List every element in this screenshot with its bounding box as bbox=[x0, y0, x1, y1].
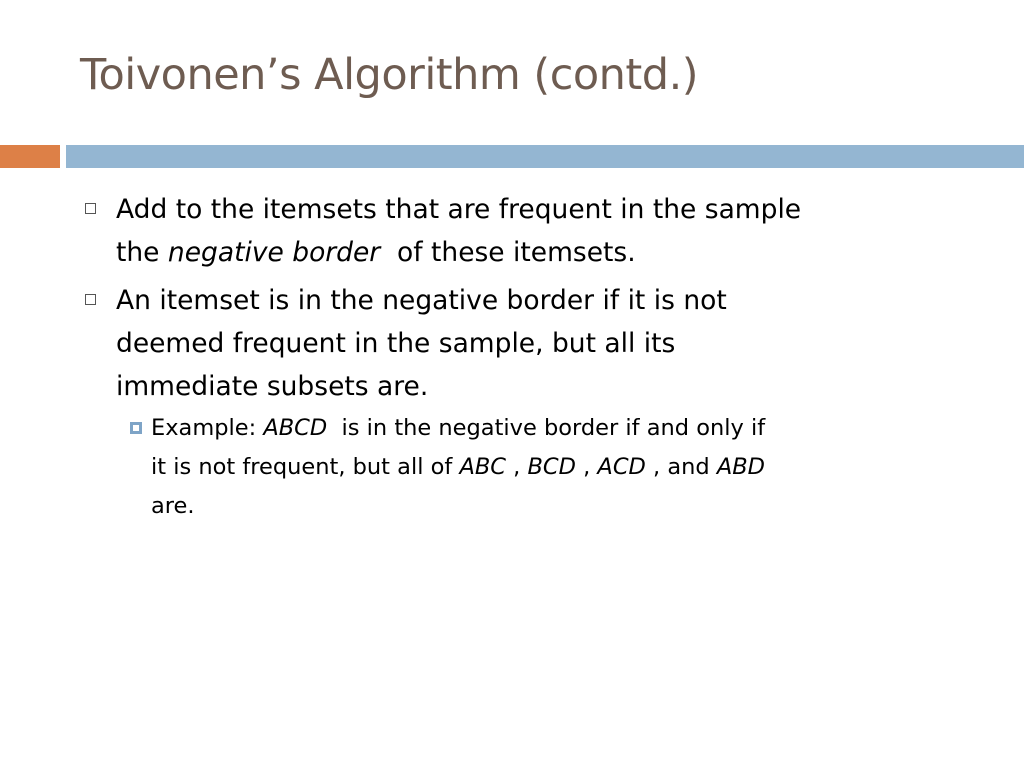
slide-title: Toivonen’s Algorithm (contd.) bbox=[80, 50, 699, 100]
itemset-abd: ABD bbox=[716, 454, 765, 480]
accent-bar-blue bbox=[66, 145, 1024, 168]
itemset-abc: ABC bbox=[459, 454, 506, 480]
separator: , and bbox=[645, 454, 717, 480]
square-outline-icon bbox=[85, 203, 96, 214]
slide-content bbox=[80, 188, 980, 526]
bullet-2-line-2: deemed frequent in the sample, but all its bbox=[116, 328, 676, 359]
bullet-2-line-1: An itemset is in the negative border if it is not bbox=[116, 285, 727, 316]
bullet-definition bbox=[80, 279, 980, 408]
itemset-acd: ACD bbox=[597, 454, 646, 480]
bullet-2-line-3: immediate subsets are. bbox=[116, 371, 429, 402]
separator: , bbox=[506, 454, 528, 480]
term-negative-border: negative border bbox=[167, 237, 381, 268]
itemset-bcd: BCD bbox=[527, 454, 576, 480]
itemset-abcd: ABCD bbox=[263, 415, 328, 441]
bullet-1-line-1: Add to the itemsets that are frequent in the sample bbox=[116, 194, 802, 225]
square-outline-icon bbox=[85, 294, 96, 305]
example-text-1: is in the negative border if and only if bbox=[327, 415, 766, 441]
example-label: Example: bbox=[151, 415, 264, 441]
accent-bar-orange bbox=[0, 145, 60, 168]
square-filled-icon bbox=[130, 422, 142, 434]
bullet-1-line-2-pre: the bbox=[116, 237, 168, 268]
separator: , bbox=[575, 454, 598, 480]
example-text-2: it is not frequent, but all of bbox=[151, 454, 460, 480]
example-text-3: are. bbox=[151, 493, 195, 519]
sub-bullet-example bbox=[130, 409, 980, 526]
bullet-1-line-2-post: of these itemsets. bbox=[380, 237, 636, 268]
bullet-add-negative-border bbox=[80, 188, 980, 274]
